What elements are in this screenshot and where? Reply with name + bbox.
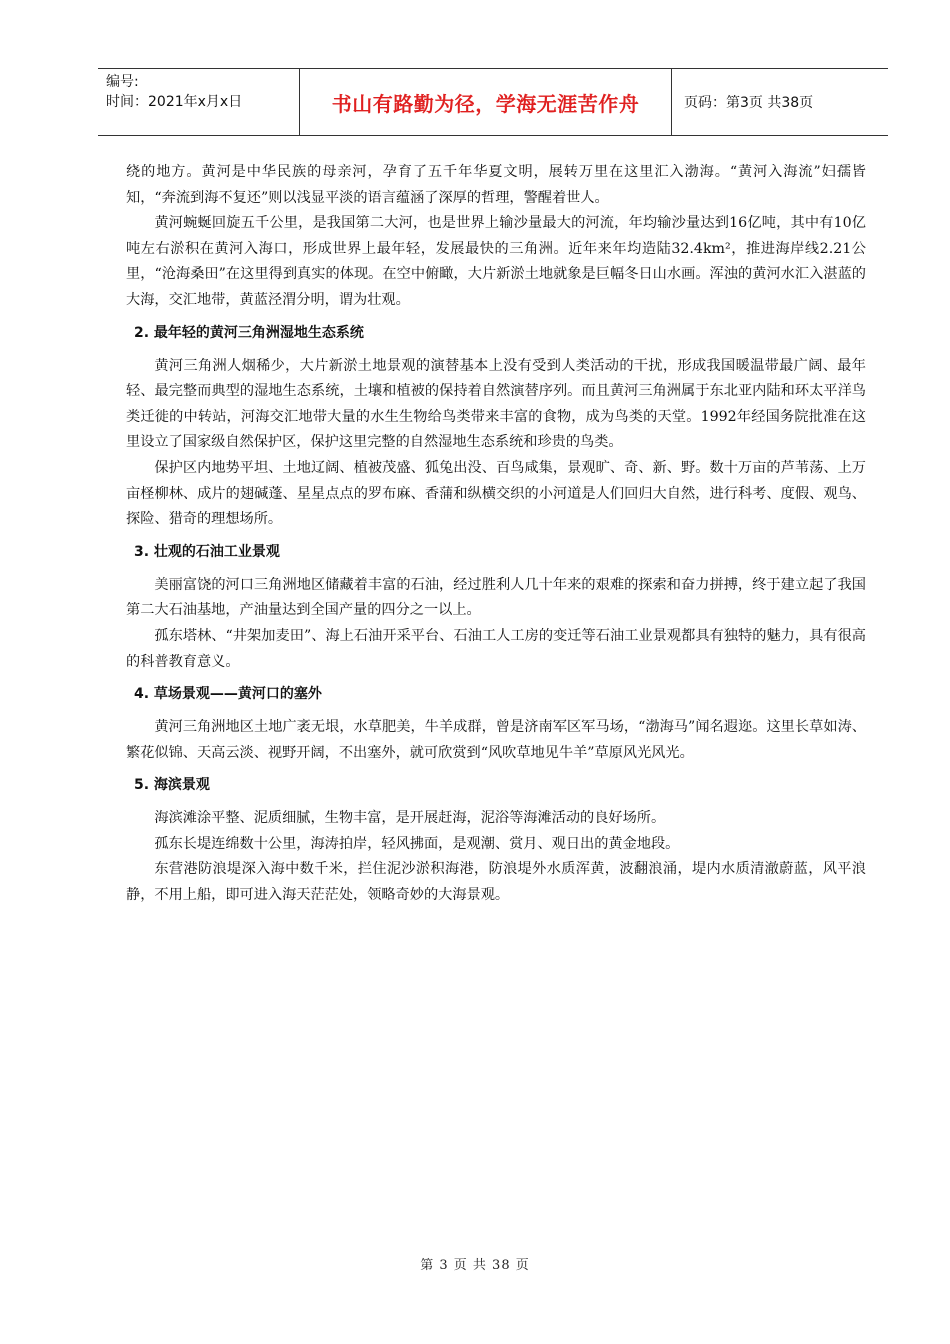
section-heading: 3. 壮观的石油工业景观: [134, 543, 280, 560]
section-heading: 4. 草场景观——黄河口的塞外: [134, 686, 322, 703]
paragraph: 孤东长堤连绵数十公里，海涛拍岸，轻风拂面，是观潮、赏月、观日出的黄金地段。: [154, 835, 680, 852]
section-heading: 2. 最年轻的黄河三角洲湿地生态系统: [134, 324, 364, 341]
header-meta: [98, 69, 300, 135]
section-heading: 5. 海滨景观: [134, 777, 210, 794]
header-motto: 书山有路勤为径，学海无涯苦作舟: [300, 69, 672, 135]
header-page-label: 页码：第3页 共38页: [684, 95, 814, 111]
paragraph: 黄河蜿蜒回旋五千公里，是我国第二大河，也是世界上输沙量最大的河流，年均输沙量达到16亿吨，其中有10亿吨左右淤积在黄河入海口，形成世界上最年轻，发展最快的三角洲。近年来年均造陆32.4km²，推进海岸线2.21公里，“沧海桑田”在这里得到真实的体现。在空中俯瞰，大片新淤土地就象是巨幅冬日山水画。浑浊的黄河水汇入湛蓝的大海，交汇地带，黄蓝泾渭分明，谓为壮观。: [126, 215, 866, 308]
paragraph: 孤东塔林、“井架加麦田”、海上石油开采平台、石油工人工房的变迁等石油工业景观都具有独特的魅力，具有很高的科普教育意义。: [126, 627, 866, 670]
paragraph: 黄河三角洲地区土地广袤无垠，水草肥美，牛羊成群，曾是济南军区军马场，“渤海马”闻名遐迩。这里长草如涛、繁花似锦、天高云淡、视野开阔，不出塞外，就可欣赏到“风吹草地见牛羊”草原风光风光。: [126, 719, 866, 761]
paragraph: 海滨滩涂平整、泥质细腻，生物丰富，是开展赶海，泥浴等海滩活动的良好场所。: [154, 810, 666, 827]
document-body: [126, 160, 866, 909]
number-label: 编号:: [106, 74, 139, 90]
paragraph: 保护区内地势平坦、土地辽阔、植被茂盛、狐兔出没、百鸟咸集，景观旷、奇、新、野。数十万亩的芦苇荡、上万亩柽柳林、成片的翅碱蓬、星星点点的罗布麻、香蒲和纵横交织的小河道是人们回归大自然，进行科考、度假、观鸟、探险、猎奇的理想场所。: [126, 459, 866, 528]
page-header: [98, 68, 888, 136]
paragraph: 东营港防浪堤深入海中数千米，拦住泥沙淤积海港，防浪堤外水质浑黄，波翻浪涌，堤内水质清澈蔚蓝，风平浪静，不用上船，即可进入海天茫茫处，领略奇妙的大海景观。: [126, 861, 866, 904]
paragraph: 美丽富饶的河口三角洲地区储藏着丰富的石油，经过胜利人几十年来的艰难的探索和奋力拼搏，终于建立起了我国第二大石油基地，产油量达到全国产量的四分之一以上。: [126, 576, 866, 619]
time-label: 时间：2021年x月x日: [106, 94, 243, 110]
paragraph: 绕的地方。黄河是中华民族的母亲河，孕育了五千年华夏文明，展转万里在这里汇入渤海。“黄河入海流”妇孺皆知，“奔流到海不复还”则以浅显平淡的语言蕴涵了深厚的哲理，警醒着世人。: [126, 164, 866, 206]
page-footer: 第 3 页 共 38 页: [420, 1258, 530, 1273]
paragraph: 黄河三角洲人烟稀少，大片新淤土地景观的演替基本上没有受到人类活动的干扰，形成我国暖温带最广阔、最年轻、最完整而典型的湿地生态系统，土壤和植被的保持着自然演替序列。而且黄河三角洲属于东北亚内陆和环太平洋鸟类迁徙的中转站，河海交汇地带大量的水生生物给鸟类带来丰富的食物，成为鸟类的天堂。1992年经国务院批准在这里设立了国家级自然保护区，保护这里完整的自然湿地生态系统和珍贵的鸟类。: [126, 357, 866, 451]
